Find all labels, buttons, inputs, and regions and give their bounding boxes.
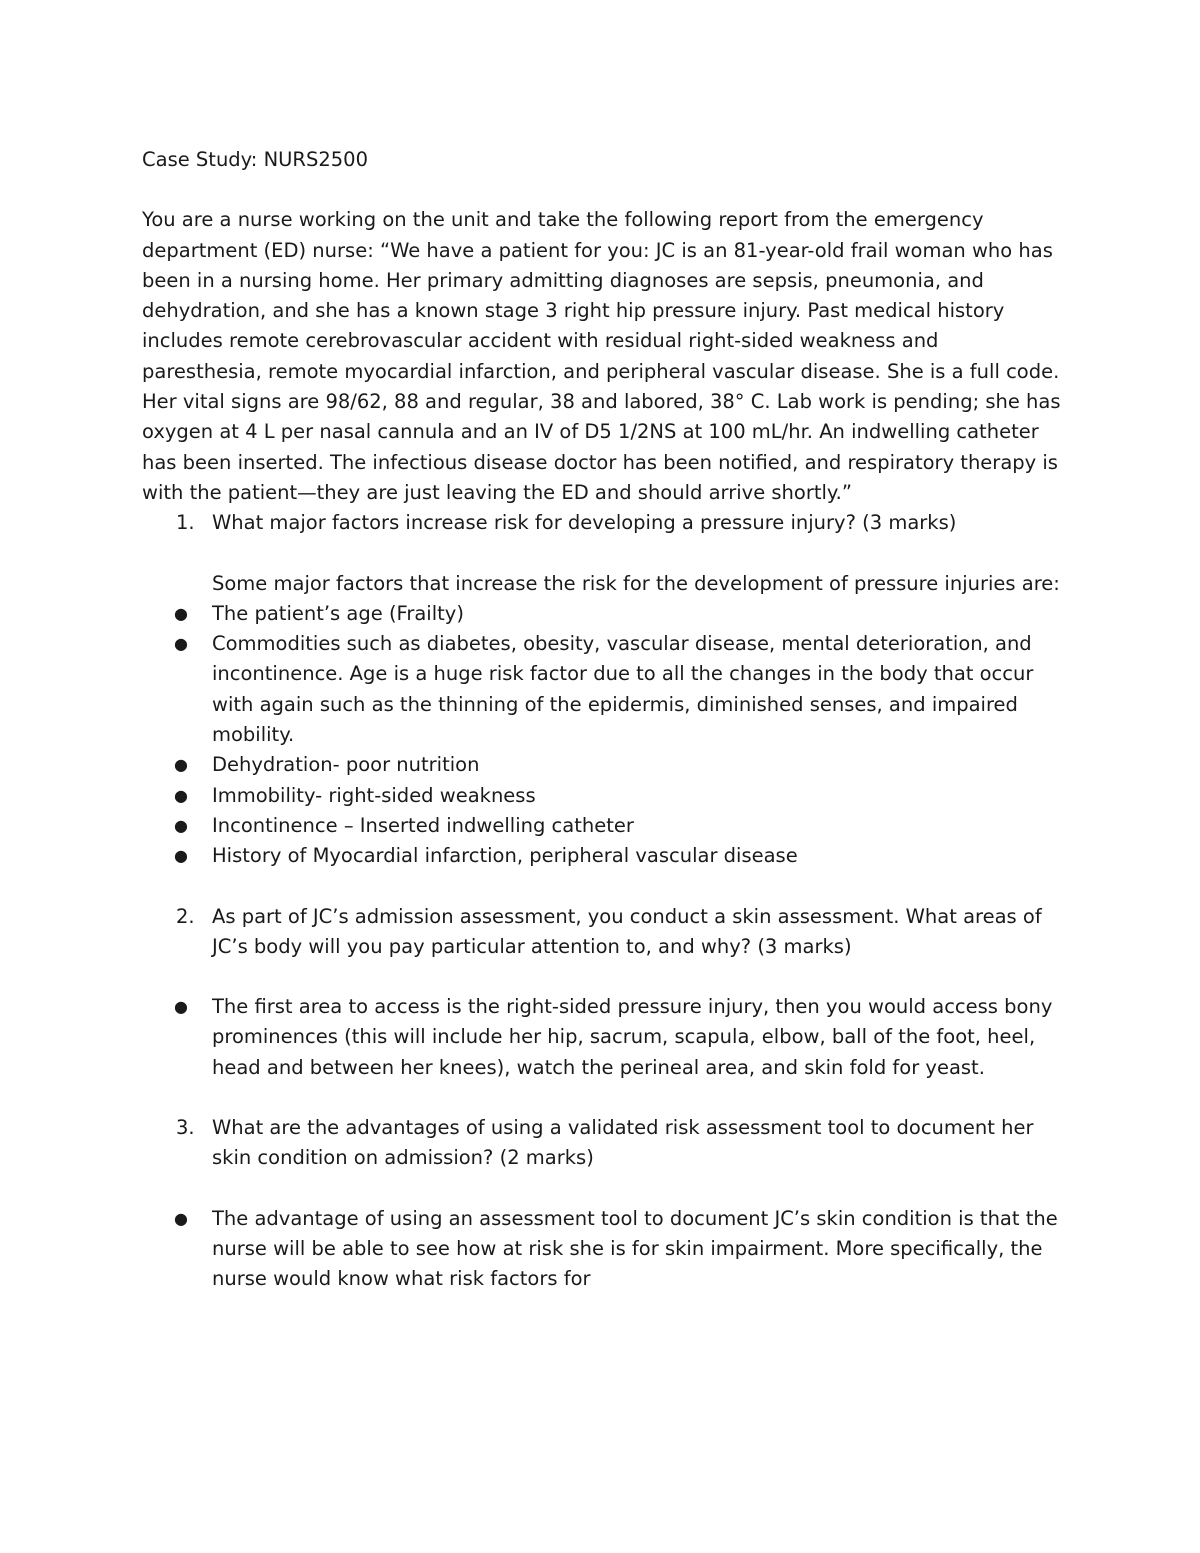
bullet-item: ● Incontinence – Inserted indwelling catheter [142, 811, 1062, 841]
answer-intro: Some major factors that increase the risk for the development of pressure injuries are: [212, 571, 1060, 595]
question-1 [142, 508, 1062, 599]
answer-2-bullets [142, 992, 1062, 1083]
question-2 [142, 902, 1062, 993]
bullet-item: ● Dehydration- poor nutrition [142, 750, 1062, 780]
question-number: 1. [176, 511, 195, 535]
report-paragraph: You are a nurse working on the unit and take the following report from the emergency department (ED) nurse: “We have a patient for you: JC is an 81-year-old frail woman who has been in a nursing home. Her primary admitting diagnoses are sepsis, pneumonia, and dehydration, and she has a known stage 3 right hip pressure injury. Past medical history includes remote cerebrovascular accident with residual right-sided weakness and paresthesia, remote myocardial infarction, and peripheral vascular disease. She is a full code. Her vital signs are 98/62, 88 and regular, 38 and labored, 38° C. Lab work is pending; she has oxygen at 4 L per nasal cannula and an IV of D5 1/2NS at 100 mL/hr. An indwelling catheter has been inserted. The infectious disease doctor has been notified, and respiratory therapy is with the patient—they are just leaving the ED and should arrive shortly.” [142, 208, 1061, 504]
question-list [142, 1113, 1062, 1204]
question-list [142, 902, 1062, 993]
bullet-icon: ● [174, 1208, 188, 1228]
question-text: As part of JC’s admission assessment, you conduct a skin assessment. What areas of JC’s body will you pay particular attention to, and why? (3 marks) [212, 904, 1042, 958]
bullet-icon: ● [174, 997, 188, 1017]
question-number: 3. [176, 1116, 195, 1140]
question-text: What major factors increase risk for developing a pressure injury? (3 marks) [212, 511, 957, 535]
bullet-icon: ● [174, 815, 188, 835]
bullet-icon: ● [174, 603, 188, 623]
bullet-item: ● The patient’s age (Frailty) [142, 599, 1062, 629]
bullet-item: ● The advantage of using an assessment tool to document JC’s skin condition is that the nurse will be able to see how at risk she is for skin impairment. More specifically, the nurse would know what risk factors for [142, 1204, 1062, 1295]
question-3 [142, 1113, 1062, 1204]
bullet-item: ● History of Myocardial infarction, peripheral vascular disease [142, 841, 1062, 871]
bullet-item: ● Immobility- right-sided weakness [142, 781, 1062, 811]
bullet-item: ● The first area to access is the right-sided pressure injury, then you would access bony prominences (this will include her hip, sacrum, scapula, elbow, ball of the foot, heel, head and between her knees), watch the perineal area, and skin fold for yeast. [142, 992, 1062, 1083]
bullet-icon: ● [174, 634, 188, 654]
document-title: Case Study: NURS2500 [142, 148, 368, 171]
bullet-icon: ● [174, 846, 188, 866]
question-number: 2. [176, 904, 195, 928]
answer-1-bullets [142, 599, 1062, 872]
question-list [142, 508, 1062, 599]
answer-3-bullets [142, 1204, 1062, 1295]
bullet-icon: ● [174, 755, 188, 775]
bullet-icon: ● [174, 785, 188, 805]
bullet-item: ● Commodities such as diabetes, obesity, vascular disease, mental deterioration, and incontinence. Age is a huge risk factor due to all the changes in the body that occur with again such as the thinning of the epidermis, diminished senses, and impaired mobility. [142, 629, 1062, 750]
question-text: What are the advantages of using a validated risk assessment tool to document her skin condition on admission? (2 marks) [212, 1116, 1034, 1170]
document-body [142, 145, 1062, 1295]
